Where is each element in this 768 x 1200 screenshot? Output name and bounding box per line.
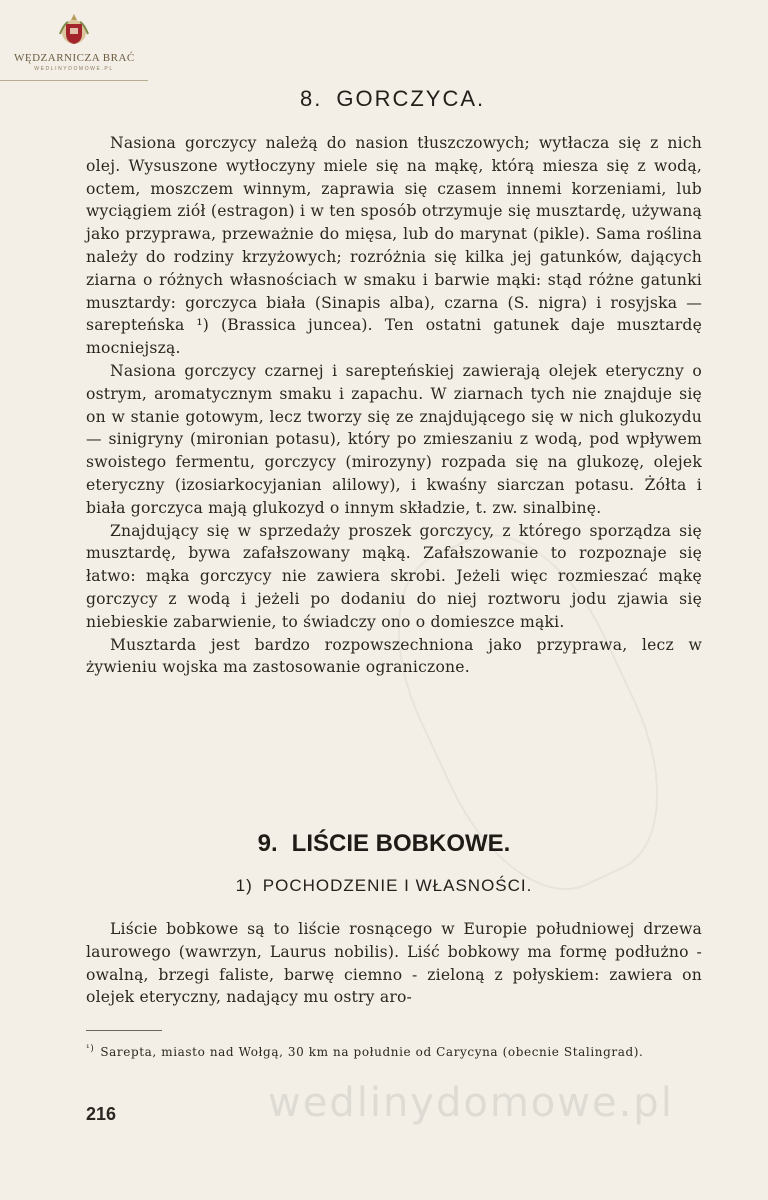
paragraph: Musztarda jest bardzo rozpowszechniona jako przyprawa, lecz w żywieniu wojska ma zastosowanie ograniczone. [86, 635, 702, 677]
footnote-mark: ¹) [86, 1044, 95, 1054]
logo-divider [0, 80, 148, 81]
subsection-number: 1) [235, 876, 253, 895]
site-logo[interactable] [14, 10, 134, 72]
paragraph: Znajdujący się w sprzedaży proszek gorczycy, z którego sporządza się musztardę, bywa zafałszowany mąką. Zafałszowanie to rozpoznaje się łatwo: mąka gorczycy nie zawiera skrobi. Jeżeli więc rozmieszać mąkę gorczycy z wodą i jeżeli po dodaniu do niej roztworu jodu zjawia się niebieskie zabarwienie, to świadczy ono o domieszce mąki. [86, 521, 702, 631]
section-8-body [86, 132, 702, 679]
section-9-number: 9. [257, 830, 278, 857]
section-9-heading [0, 830, 768, 858]
footnote-divider [86, 1030, 162, 1031]
subsection-heading [0, 876, 768, 896]
logo-subtitle: WEDLINYDOMOWE.PL [34, 66, 114, 72]
footnote-text: Sarepta, miasto nad Wołgą, 30 km na południe od Carycyna (obecnie Stalingrad). [100, 1045, 644, 1059]
footnote [86, 1040, 702, 1062]
paragraph: Nasiona gorczycy należą do nasion tłuszczowych; wytłacza się z nich olej. Wysuszone wytłoczyny miele się na mąkę, którą miesza się z wodą, octem, moszczem winnym, zaprawia się czasem innemi korzeniami, lub wyciągiem ziół (estragon) i w ten sposób otrzymuje się musztardę, używaną jako przyprawa, przeważnie do mięsa, lub do marynat (pikle). Sama roślina należy do rodziny krzyżowych; rozróżnia się kilka jej gatunków, dających ziarna o różnych własnościach w smaku i barwie mąki: stąd różne gatunki musztardy: gorczyca biała (Sinapis alba), czarna (S. nigra) i rosyjska — sarepteńska ¹) (Brassica juncea). Ten ostatni gatunek daje musztardę mocniejszą. [86, 134, 702, 358]
paragraph: Nasiona gorczycy czarnej i sarepteńskiej zawierają olejek eteryczny o ostrym, aromatycznym smaku i zapachu. W ziarnach tych nie znajduje się on w stanie gotowym, lecz tworzy się ze znajdującego się w nich glukozydu — sinigryny (mironian potasu), który po zmieszaniu z wodą, pod wpływem swoistego fermentu, gorczycy (mirozyny) rozpada się na glukozę, olejek eteryczny (izosiarkocyjanian alilowy), i kwaśny siarczan potasu. Żółta i biała gorczyca mają glukozyd o innym składzie, t. zw. sinalbinę. [86, 361, 702, 517]
section-8-title: GORCZYCA. [336, 86, 486, 111]
section-9-title: LIŚCIE BOBKOWE. [291, 830, 511, 857]
paragraph: Liście bobkowe są to liście rosnącego w Europie południowej drzewa laurowego (wawrzyn, Laurus nobilis). Liść bobkowy ma formę podłużno - owalną, brzegi faliste, barwę ciemno - zieloną z połyskiem: zawiera on olejek eteryczny, nadający mu ostry aro- [86, 920, 702, 1007]
section-9-body [86, 918, 702, 1009]
section-8-heading [300, 86, 485, 112]
watermark: wedlinydomowe.pl [268, 1080, 674, 1126]
section-8-number: 8. [300, 86, 323, 111]
crest-icon [54, 10, 94, 50]
subsection-title: POCHODZENIE I WŁASNOŚCI. [262, 876, 533, 895]
page-number: 216 [86, 1104, 117, 1124]
logo-title: WĘDZARNICZA BRAĆ [14, 52, 135, 64]
